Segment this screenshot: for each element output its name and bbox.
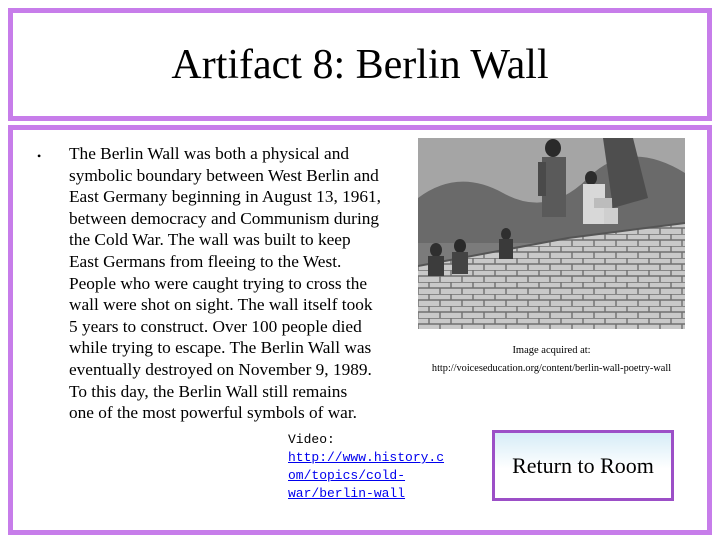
berlin-wall-photo — [418, 138, 685, 329]
video-link[interactable]: http://www.history.c om/topics/cold- war/berlin-wall — [288, 450, 445, 501]
return-to-room-button[interactable]: Return to Room — [492, 430, 674, 501]
slide-title: Artifact 8: Berlin Wall — [171, 41, 549, 88]
bullet-marker: • — [37, 149, 42, 163]
title-frame — [8, 8, 712, 121]
berlin-wall-photo-illustration — [418, 138, 685, 329]
video-label: Video: — [288, 432, 335, 447]
image-source-url: http://voiceseducation.org/content/berlin-wall-poetry-wall — [431, 363, 672, 374]
video-section — [288, 431, 445, 503]
body-paragraph: The Berlin Wall was both a physical and symbolic boundary between West Berlin and East Germany beginning in August 13, 1961, between democracy and Communism during the Cold War. The wall was built to keep East Germans from fleeing to the West. People who were caught trying to cross the wall were shot on sight. The wall itself took 5 years to construct. Over 100 people died while trying to escape. The Berlin Wall was eventually destroyed on November 9, 1989. To this day, the Berlin Wall still remains one of the most powerful symbols of war. — [69, 144, 381, 423]
image-caption-label: Image acquired at: — [512, 345, 591, 356]
